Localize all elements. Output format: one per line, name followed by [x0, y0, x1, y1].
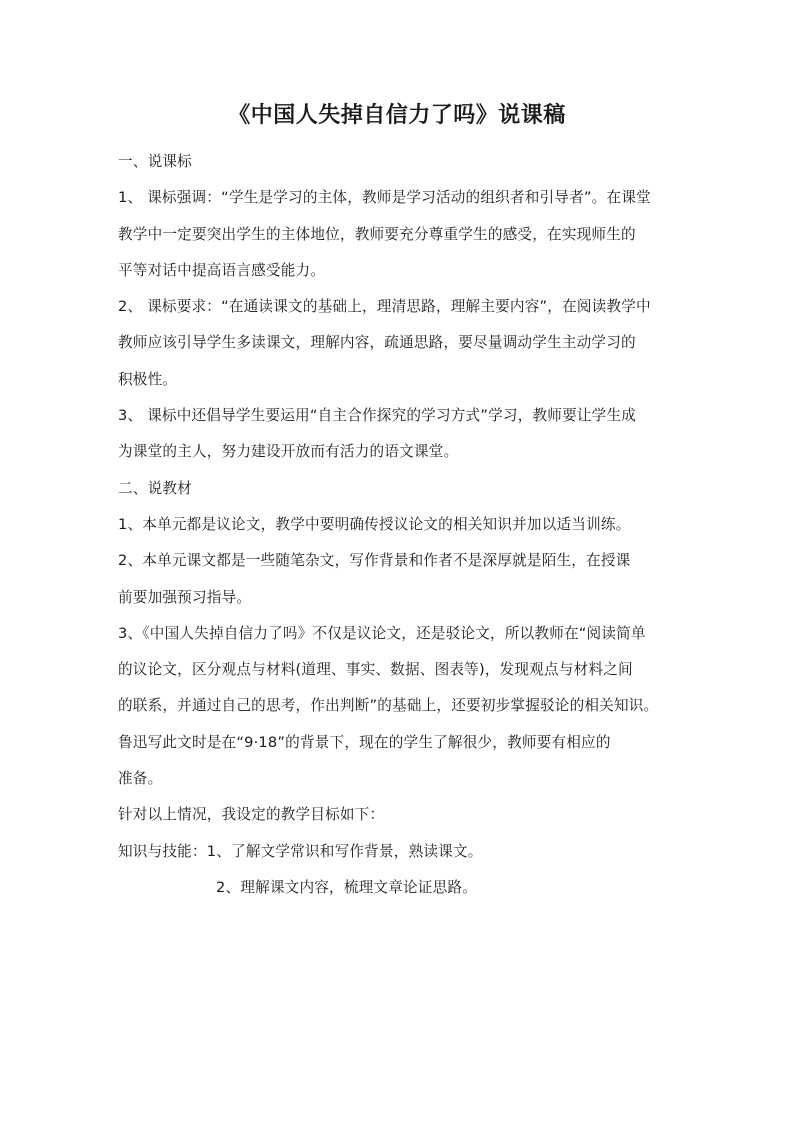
- objective-line-indented: 2、理解课文内容，梳理文章论证思路。: [216, 878, 477, 896]
- paragraph-line: 3、 课标中还倡导学生要运用“自主合作探究的学习方式”学习，教师要让学生成: [118, 407, 637, 425]
- paragraph-line: 为课堂的主人，努力建设开放而有活力的语文课堂。: [118, 443, 459, 461]
- paragraph-line: 前要加强预习指导。: [118, 588, 252, 606]
- paragraph-line: 2、 课标要求：“在通读课文的基础上，理清思路，理解主要内容”，在阅读教学中: [118, 298, 651, 316]
- objective-line: 知识与技能：1、了解文学常识和写作背景，熟读课文。: [118, 842, 483, 860]
- paragraph-line: 1、本单元都是议论文，教学中要明确传授议论文的相关知识并加以适当训练。: [118, 515, 631, 533]
- document-title: 《中国人失掉自信力了吗》说课稿: [228, 103, 566, 128]
- paragraph-line: 3、《中国人失掉自信力了吗》不仅是议论文，还是驳论文，所以教师在“阅读简单: [118, 624, 646, 642]
- section-heading-textbook: 二、说教材: [118, 479, 192, 497]
- paragraph-line: 教学中一定要突出学生的主体地位，教师要充分尊重学生的感受，在实现师生的: [118, 225, 636, 243]
- paragraph-line: 教师应该引导学生多读课文，理解内容，疏通思路，要尽量调动学生主动学习的: [118, 334, 636, 352]
- paragraph-line: 1、 课标强调：“学生是学习的主体，教师是学习活动的组织者和引导者”。在课堂: [118, 189, 651, 207]
- paragraph-line: 积极性。: [118, 370, 178, 388]
- paragraph-line: 鲁迅写此文时是在“9·18”的背景下，现在的学生了解很少，教师要有相应的: [118, 733, 611, 751]
- paragraph-line: 平等对话中提高语言感受能力。: [118, 261, 326, 279]
- section-heading-curriculum: 一、说课标: [118, 153, 192, 170]
- paragraph-line: 的议论文，区分观点与材料(道理、事实、数据、图表等)，发现观点与材料之间: [118, 661, 633, 679]
- paragraph-line: 针对以上情况，我设定的教学目标如下：: [118, 806, 385, 824]
- paragraph-line: 的联系，并通过自己的思考，作出判断”的基础上，还要初步掌握驳论的相关知识。: [118, 697, 659, 715]
- paragraph-line: 准备。: [118, 770, 163, 788]
- document-body: [118, 144, 688, 906]
- paragraph-line: 2、本单元课文都是一些随笔杂文，写作背景和作者不是深厚就是陌生，在授课: [118, 552, 631, 570]
